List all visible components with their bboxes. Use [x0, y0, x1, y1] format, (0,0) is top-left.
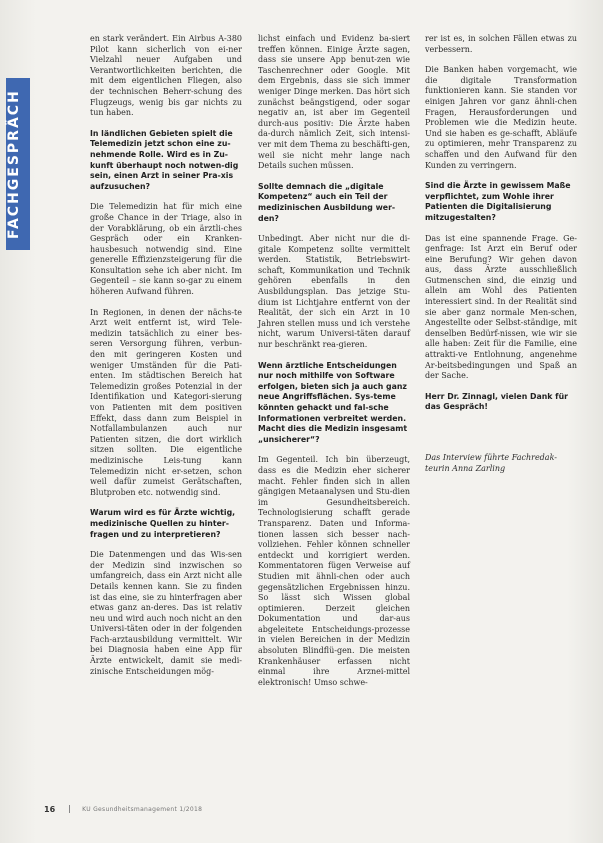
- publication-name: KU Gesundheitsmanagement 1/2018: [82, 805, 203, 813]
- answer-paragraph: en stark verändert. Ein Airbus A-380 Pilot kann sicherlich von ei-ner Vielzahl neuer Aufgaben und Verantwortlichkeiten berichten, die mit dem eigentlichen Fliegen, also der technischen Beherr-schung des Flugzeugs, wenig bis gar nichts zu tun haben.: [90, 34, 242, 118]
- answer-paragraph: Die Datenmengen und das Wis-sen der Medizin sind inzwischen so umfangreich, dass ein Arzt nicht alle Details kennen kann. Sie zu finden ist das eine, sie zu hinterfragen aber etwas ganz an-deres. Das ist relativ neu und wird auch noch nicht an den Universi-täten oder in der folgenden Fach-arztausbildung vermittelt. Wir bei Diagnosia haben eine App für Ärzte entwickelt, damit sie medi-zinische Entscheidungen mög-: [90, 550, 242, 676]
- interview-question: In ländlichen Gebieten spielt die Telemedizin jetzt schon eine zu-nehmende Rolle. Wird es in Zu-kunft überhaupt noch notwen-dig sein, einen Arzt in seiner Pra-xis aufzusuchen?: [90, 128, 239, 191]
- interview-question: Sollte demnach die „digitale Kompetenz“ auch ein Teil der medizinischen Ausbildung wer-den?: [258, 181, 396, 223]
- footer-divider: [69, 805, 70, 813]
- interview-question: Sind die Ärzte in gewissem Maße verpflichtet, zum Wohle ihrer Patienten die Digitalisierung mitzugestalten?: [425, 181, 571, 222]
- answer-paragraph: Unbedingt. Aber nicht nur die di-gitale Kompetenz sollte vermittelt werden. Statistik, Betriebswirt-schaft, Kommunikation und Technik gehören ebenfalls in den Ausbildungsplan. Das jetzige Stu-dium ist Lichtjahre entfernt von der Realität, der sich ein Arzt in 10 Jahren stellen muss und ich verstehe nicht, warum Universi-täten darauf nur beschränkt rea-gieren.: [258, 234, 410, 350]
- answer-paragraph: lichst einfach und Evidenz ba-siert treffen können. Einige Ärzte sagen, dass sie unsere App benut-zen wie Taschenrechner oder Google. Mit dem Ergebnis, dass sie sich immer weniger Dinge merken. Das hört sich zunächst beängstigend, oder sogar negativ an, ist aber im Gegenteil durch-aus positiv: Die Ärzte haben da-durch nämlich Zeit, sich intensi-ver mit dem Thema zu beschäfti-gen, weil sie nicht mehr lange nach Details suchen müssen.: [258, 34, 410, 171]
- closing-question: Herr Dr. Zinnagl, vielen Dank für das Gespräch!: [425, 391, 568, 412]
- interview-question: Wenn ärztliche Entscheidungen nur noch mithilfe von Software erfolgen, bieten sich ja auch ganz neue Angriffsflächen. Sys-teme könnten gehackt und fal-sche Informationen verbreitet werden. Macht dies die Medizin insgesamt „unsicherer“?: [258, 360, 408, 444]
- page-number: 16: [44, 804, 56, 814]
- interview-question: Warum wird es für Ärzte wichtig, medizinische Quellen zu hinter-fragen und zu interpretieren?: [90, 508, 236, 539]
- answer-paragraph: rer ist es, in solchen Fällen etwas zu verbessern.: [425, 34, 577, 54]
- page-footer: [44, 802, 544, 816]
- answer-paragraph: Im Gegenteil. Ich bin überzeugt, dass es die Medizin eher sicherer macht. Fehler finden sich in allen gängigen Metaanalysen und Stu-dien im Gesundheitsbereich. Technologisierung schafft gerade Transparenz. Daten und Informa-tionen lassen sich besser nach-vollziehen. Fehler können schneller entdeckt und korrigiert werden. Kommentatoren fügen Verweise auf Studien mit ähnli-chen oder auch gegensätzlichen Ergebnissen hinzu. So lässt sich Wissen global optimieren. Derzeit gleichen Dokumentation und dar-aus abgeleitete Entscheidungs-prozesse in vielen Bereichen in der Medizin absoluten Blindflü-gen. Die meisten Krankenhäuser erfassen nicht einmal ihre Arznei-mittel elektronisch! Umso schwe-: [258, 455, 410, 687]
- answer-paragraph: Die Banken haben vorgemacht, wie die digitale Transformation funktionieren kann. Sie standen vor einigen Jahren vor ganz ähnli-chen Fragen, Herausforderungen und Problemen wie die Medizin heute. Und sie haben es ge-schafft, Abläufe zu optimieren, mehr Transparenz zu schaffen und den Aufwand für den Kunden zu verringern.: [425, 65, 577, 170]
- text-column-3: [425, 34, 577, 484]
- answer-paragraph: In Regionen, in denen der nächs-te Arzt weit entfernt ist, wird Tele-medizin tatsächlich zu einer bes-seren Versorgung führen, verbun-den mit geringeren Kosten und weniger Umständen für die Pati-enten. Im städtischen Bereich hat Telemedizin großes Potenzial in der Identifikation und Kategori-sierung von Patienten mit dem positiven Effekt, dass dann zum Beispiel in Notfallambulanzen auch nur Patienten sitzen, die dort wirklich sitzen sollten. Die eigentliche medizinische Leis-tung kann Telemedizin nicht er-setzen, schon weil dafür zumeist Gerätschaften, Blutproben etc. notwendig sind.: [90, 307, 242, 497]
- section-label: FACHGESPRÄCH: [6, 89, 22, 239]
- text-column-2: [258, 34, 410, 698]
- answer-paragraph: Die Telemedizin hat für mich eine große Chance in der Triage, also in der Vorabklärung, ob ein ärztli-ches Gespräch oder ein Kranken-hausbesuch notwendig sind. Eine generelle Effizienzsteigerung für die Konsultation sehe ich aber nicht. Im Gegenteil – sie kann so-gar zu einem höheren Aufwand führen.: [90, 202, 242, 297]
- interview-credit: Das Interview führte Fachredak-teurin Anna Zarling: [425, 453, 557, 473]
- section-tab: [6, 78, 30, 250]
- text-column-1: [90, 34, 242, 687]
- answer-paragraph: Das ist eine spannende Frage. Ge-genfrage: Ist Arzt ein Beruf oder eine Berufung? Wir gehen davon aus, dass Ärzte ausschließlich Gutmenschen sind, die einzig und allein am Wohl des Patienten interessiert sind. In der Realität sind sie aber ganz normale Men-schen, Angestellte oder Selbst-ständige, mit denselben Bedürf-nissen, wie wir sie alle haben: Zeit für die Familie, eine attrakti-ve Entlohnung, angenehme Ar-beitsbedingungen und Spaß an der Sache.: [425, 233, 577, 381]
